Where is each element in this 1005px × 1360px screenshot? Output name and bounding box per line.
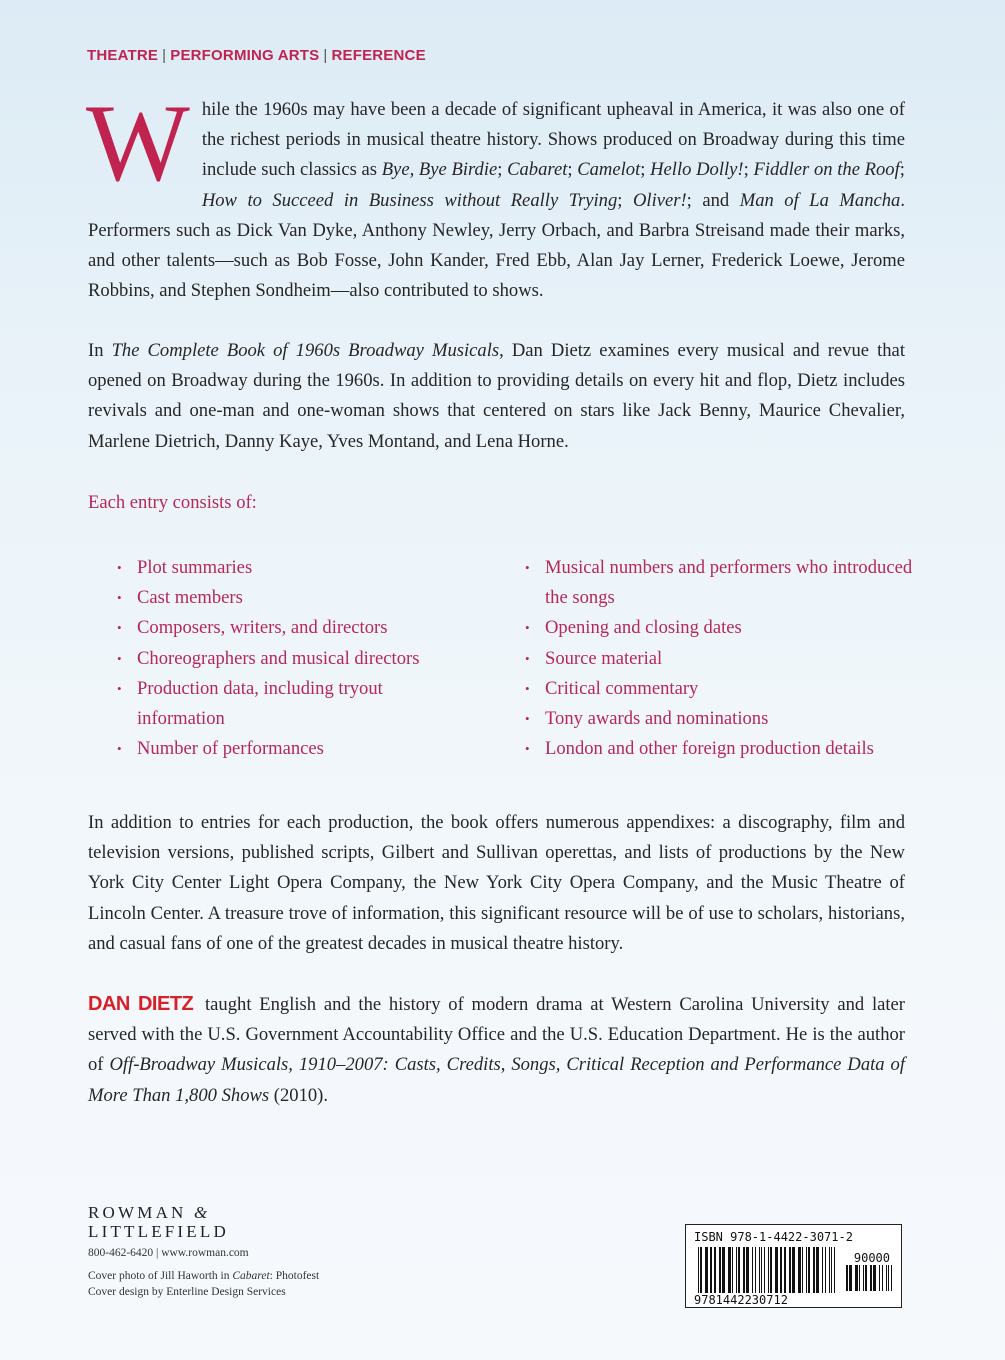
- publisher-logo-word: ROWMAN: [88, 1203, 187, 1222]
- list-item: • London and other foreign production details: [521, 734, 921, 764]
- barcode-bar: [768, 1247, 769, 1293]
- list-item: • Number of performances: [113, 734, 473, 764]
- entry-list-right: [521, 553, 921, 764]
- barcode-bar: [888, 1265, 889, 1291]
- barcode-bar: [719, 1247, 721, 1293]
- barcode-bar: [784, 1247, 786, 1293]
- barcode-bar: [816, 1247, 819, 1293]
- list-item: • Tony awards and nominations: [521, 704, 921, 734]
- barcode-bar: [886, 1265, 887, 1291]
- barcode-bar: [759, 1247, 760, 1293]
- barcode-bar: [792, 1247, 795, 1293]
- barcode-bar: [789, 1247, 791, 1293]
- barcode-bar: [802, 1247, 803, 1293]
- barcode-bar: [822, 1247, 823, 1293]
- category-separator: |: [323, 47, 328, 64]
- barcode-bar: [849, 1265, 852, 1291]
- entry-heading: Each entry consists of:: [88, 492, 257, 513]
- barcode-bar: [859, 1265, 860, 1291]
- barcode-bar: [829, 1247, 830, 1293]
- barcode-bar: [700, 1247, 702, 1293]
- show-title: Camelot: [577, 159, 641, 181]
- list-item: • Critical commentary: [521, 674, 921, 704]
- intro-text: . Performers such as Dick Van Dyke, Anthony Newley, Jerry Orbach, and Barbra Streisand made their marks, and other talents—such as Bob Fosse, John Kander, Fred Ebb, Alan Jay Lerner, Frederick Loewe, Jerome Robbins, and Stephen Sondheim—also contributed to shows.: [88, 189, 905, 302]
- barcode-bar: [846, 1265, 848, 1291]
- show-title: Oliver!: [632, 189, 687, 211]
- barcode-bar: [764, 1247, 765, 1293]
- barcode-bar: [728, 1247, 731, 1293]
- publisher-logo-amp: &: [193, 1203, 208, 1222]
- isbn-barcode: [685, 1224, 902, 1308]
- barcode-bar: [825, 1247, 826, 1293]
- list-item: • Choreographers and musical directors: [113, 644, 473, 674]
- category-separator: |: [162, 47, 167, 64]
- barcode-bar: [808, 1247, 810, 1293]
- intro-sep: ;: [640, 159, 651, 181]
- barcode-bar: [732, 1247, 733, 1293]
- photo-credit: [88, 1268, 319, 1284]
- list-item: • Source material: [521, 644, 921, 674]
- barcode-bar: [863, 1265, 864, 1291]
- list-item: • Production data, including tryout information: [113, 674, 473, 734]
- intro-sep: ;: [899, 159, 905, 181]
- description-paragraph: [88, 336, 905, 457]
- barcode-bar: [752, 1247, 753, 1293]
- author-bio-text: taught English and the history of modern drama at Western Carolina University and later served with the U.S. Government Accountability Office and the U.S. Education Department. He is the author of: [88, 994, 905, 1076]
- intro-sep: ; and: [686, 189, 740, 211]
- publisher-block: [88, 1203, 319, 1300]
- appendix-paragraph: In addition to entries for each production, the book offers numerous appendixes: a discography, film and television versions, published scripts, Gilbert and Sullivan operettas, and lists of productions by the New York City Center Light Opera Company, the New York City Opera Company, and the Music Theatre of Lincoln Center. A treasure trove of information, this significant resource will be of use to scholars, historians, and casual fans of one of the greatest decades in musical theatre history.: [88, 812, 905, 954]
- list-item: • Cast members: [113, 583, 473, 613]
- barcode-bar: [831, 1247, 832, 1293]
- publisher-logo: [88, 1203, 319, 1222]
- show-title: How to Succeed in Business without Really Trying: [201, 189, 618, 211]
- barcode-bar: [813, 1247, 815, 1293]
- barcode-bar: [698, 1247, 699, 1293]
- barcode-bar: [755, 1247, 756, 1293]
- author-bio: [88, 989, 905, 1111]
- publisher-logo-line2: LITTLEFIELD: [88, 1222, 229, 1241]
- cover-credits: [88, 1268, 319, 1300]
- barcode-bar: [770, 1247, 772, 1293]
- author-bio-text: (2010).: [269, 1084, 329, 1106]
- intro-text: hile the 1960s may have been a decade of significant upheaval in America, it was also one of the richest periods in musical theatre history. Shows produced on Broadway during this time include such classics as: [201, 99, 905, 181]
- barcode-bar: [705, 1247, 708, 1293]
- barcode-graphic: [686, 1225, 903, 1309]
- category-theatre: THEATRE: [87, 47, 159, 64]
- photo-credit-text: : Photofest: [269, 1270, 320, 1282]
- price-code: 90000: [853, 1251, 890, 1265]
- intro-paragraph: [86, 82, 905, 306]
- barcode-bar: [855, 1265, 858, 1291]
- intro-sep: ;: [567, 159, 578, 181]
- barcode-bar: [722, 1247, 725, 1293]
- category-header: [87, 47, 426, 64]
- barcode-bar: [834, 1247, 835, 1293]
- description-text: In: [88, 340, 112, 361]
- barcode-bar: [798, 1247, 801, 1293]
- barcode-bar: [736, 1247, 737, 1293]
- drop-cap: W: [86, 82, 190, 204]
- barcode-bar: [710, 1247, 712, 1293]
- list-item: • Opening and closing dates: [521, 613, 921, 643]
- author-name: DAN DIETZ: [88, 993, 194, 1015]
- barcode-bar: [882, 1265, 883, 1291]
- description-text: , Dan Dietz examines every musical and revue that opened on Broadway during the 1960s. In addition to providing details on every hit and flop, Dietz includes revivals and one-man and one-woman shows that centered on stars like Jack Benny, Maurice Chevalier, Marlene Dietrich, Danny Kaye, Yves Montand, and Lena Horne.: [88, 340, 905, 452]
- list-item: • Musical numbers and performers who introduced the songs: [521, 553, 921, 613]
- design-credit: Cover design by Enterline Design Services: [88, 1286, 286, 1298]
- photo-credit-title: Cabaret: [232, 1270, 270, 1282]
- publisher-contact: 800-462-6420 | www.rowman.com: [88, 1247, 249, 1259]
- intro-sep: ;: [497, 159, 508, 181]
- show-title: Hello Dolly!: [650, 159, 744, 181]
- show-title: Man of La Mancha: [739, 189, 901, 211]
- intro-sep: ;: [743, 159, 754, 181]
- list-item: • Plot summaries: [113, 553, 473, 583]
- barcode-bar: [743, 1247, 745, 1293]
- entry-list-left: [113, 553, 473, 764]
- barcode-bar: [780, 1247, 782, 1293]
- book-title: The Complete Book of 1960s Broadway Musicals: [111, 340, 500, 361]
- barcode-bar: [891, 1265, 892, 1291]
- barcode-bar: [714, 1247, 716, 1293]
- show-title: Bye, Bye Birdie: [381, 159, 498, 181]
- show-title: Fiddler on the Roof: [753, 159, 900, 181]
- barcode-bar: [879, 1265, 880, 1291]
- author-book-title: Off-Broadway Musicals, 1910–2007: Casts, Credits, Songs, Critical Reception and Performance Data of More Than 1,800 Shows: [88, 1054, 906, 1106]
- barcode-bar: [746, 1247, 749, 1293]
- list-item: • Composers, writers, and directors: [113, 613, 473, 643]
- barcode-bar: [870, 1265, 872, 1291]
- intro-sep: ;: [617, 189, 633, 211]
- barcode-bar: [873, 1265, 876, 1291]
- barcode-number: 9781442230712: [694, 1293, 788, 1307]
- isbn-label: ISBN 978-1-4422-3071-2: [694, 1230, 853, 1244]
- barcode-bar: [775, 1247, 778, 1293]
- barcode-bar: [738, 1247, 740, 1293]
- barcode-bar: [865, 1265, 867, 1291]
- category-performing-arts: PERFORMING ARTS: [170, 47, 320, 64]
- show-title: Cabaret: [507, 159, 568, 181]
- barcode-bar: [761, 1247, 762, 1293]
- barcode-bar: [806, 1247, 807, 1293]
- category-reference: REFERENCE: [331, 47, 426, 64]
- photo-credit-text: Cover photo of Jill Haworth in: [88, 1270, 233, 1282]
